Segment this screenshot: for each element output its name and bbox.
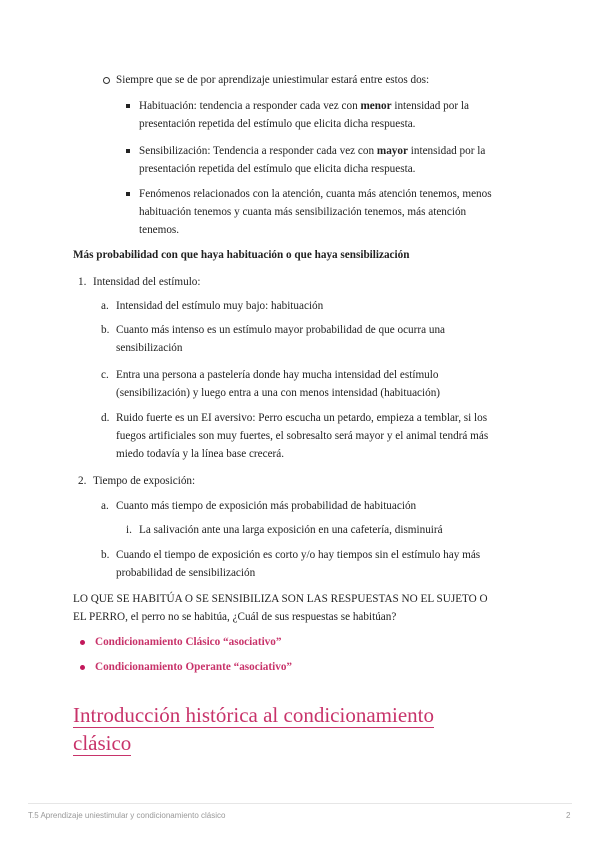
list-subitem-cont: (sensibilización) y luego entra a una con menos intensidad (habituación) (116, 387, 441, 399)
list-subitem: Ruido fuerte es un EI aversivo: Perro escucha un petardo, empieza a temblar, si los (116, 412, 488, 424)
list-subitem: Cuanto más intenso es un estímulo mayor probabilidad de que ocurra una (116, 324, 446, 336)
note-line2: EL PERRO, el perro no se habitúa, ¿Cuál de sus respuestas se habitúan? (73, 611, 397, 623)
phenomena-line3: tenemos. (139, 224, 180, 236)
list-letter: a. (101, 300, 109, 312)
list-subitem: Cuando el tiempo de exposición es corto y/o hay tiempos sin el estímulo hay más (116, 549, 481, 561)
page-number: 2 (566, 811, 571, 820)
list-number: 2. (78, 475, 87, 487)
list-subitem-cont: sensibilización (116, 342, 183, 354)
list-subitem-cont: probabilidad de sensibilización (116, 567, 256, 579)
pink-bullet-icon (80, 665, 85, 670)
heading-line1: Introducción histórica al condicionamiento (73, 703, 434, 727)
list-number: 1. (78, 276, 87, 288)
list-subitem: Cuanto más tiempo de exposición más probabilidad de habituación (116, 500, 417, 512)
list-subitem-cont: fuegos artificiales son muy fuertes, el sobresalto será mayor y el animal tendrá más (116, 430, 489, 442)
list-letter: b. (101, 324, 110, 336)
list-letter: a. (101, 500, 109, 512)
footer-divider (28, 803, 572, 804)
phenomena-line1: Fenómenos relacionados con la atención, cuanta más atención tenemos, menos (139, 188, 492, 200)
section-heading (73, 701, 493, 757)
square-bullet-icon (126, 149, 130, 153)
habituation-definition-line2: presentación repetida del estímulo que elicita dicha respuesta. (139, 118, 416, 130)
sensitization-definition-line2: presentación repetida del estímulo que elicita dicha respuesta. (139, 163, 416, 175)
pink-bullet-icon (80, 640, 85, 645)
note-line1: LO QUE SE HABITÚA O SE SENSIBILIZA SON LAS RESPUESTAS NO EL SUJETO O (73, 593, 488, 605)
list-letter: c. (101, 369, 109, 381)
list-roman: i. (126, 524, 132, 536)
intro-text: Siempre que se de por aprendizaje uniestimular estará entre estos dos: (116, 74, 430, 86)
link-operant-conditioning[interactable]: Condicionamiento Operante “asociativo” (95, 661, 293, 673)
hollow-bullet-icon (103, 77, 110, 84)
list-letter: d. (101, 412, 110, 424)
link-classical-conditioning[interactable]: Condicionamiento Clásico “asociativo” (95, 636, 282, 648)
square-bullet-icon (126, 192, 130, 196)
list-subitem: Intensidad del estímulo muy bajo: habituación (116, 300, 324, 312)
list-item-label: Tiempo de exposición: (93, 475, 196, 487)
list-letter: b. (101, 549, 110, 561)
habituation-definition: Habituación: tendencia a responder cada vez con menor intensidad por la (139, 100, 469, 112)
list-subitem: Entra una persona a pastelería donde hay mucha intensidad del estímulo (116, 369, 439, 381)
section-subtitle: Más probabilidad con que haya habituación o que haya sensibilización (73, 249, 410, 261)
square-bullet-icon (126, 104, 130, 108)
sensitization-definition: Sensibilización: Tendencia a responder cada vez con mayor intensidad por la (139, 145, 486, 157)
footer-title: T.5 Aprendizaje uniestimular y condicionamiento clásico (28, 811, 226, 820)
list-subsubitem: La salivación ante una larga exposición en una cafetería, disminuirá (139, 524, 443, 536)
heading-line2: clásico (73, 731, 132, 755)
phenomena-line2: habituación tenemos y cuanta más sensibilización tenemos, más atención (139, 206, 467, 218)
list-subitem-cont: miedo todavía y la línea base crecerá. (116, 448, 285, 460)
list-item-label: Intensidad del estímulo: (93, 276, 201, 288)
